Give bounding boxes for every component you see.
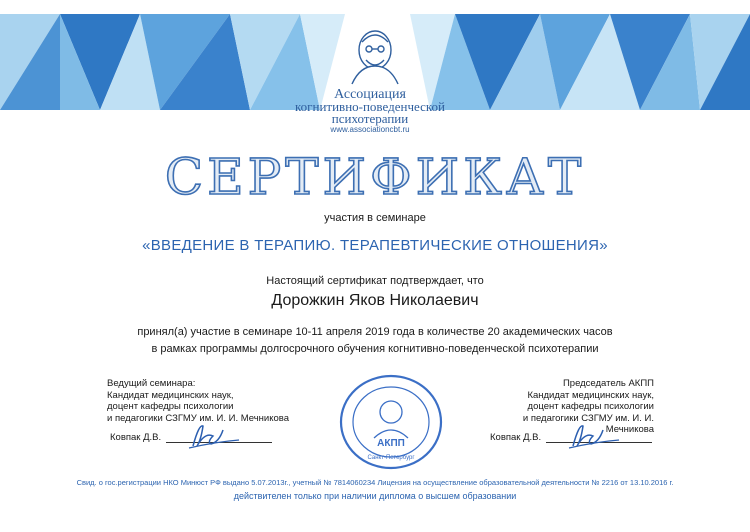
right-handwritten-signature	[565, 418, 625, 452]
participant-name: Дорожкин Яков Николаевич	[271, 292, 479, 309]
association-name-line3: психотерапии	[331, 111, 409, 126]
right-credential-3: и педагогики СЗГМУ им. И. И. Мечникова	[522, 412, 654, 435]
left-signer-name: Ковпак Д.В.	[110, 432, 162, 443]
right-role: Председатель АКПП	[562, 378, 654, 389]
description-line2: в рамках программы долгосрочного обучения когнитивно-поведенческой психотерапии	[151, 343, 599, 355]
left-role: Ведущий семинара:	[107, 378, 196, 389]
stamp-center-label: АКПП	[377, 438, 405, 449]
stamp-city: Санкт-Петербург	[367, 455, 415, 461]
left-credential-3: и педагогики СЗГМУ им. И. И. Мечникова	[107, 412, 290, 424]
certificate-subtitle: участия в семинаре	[324, 212, 426, 224]
right-signature-block	[474, 378, 654, 436]
footer-validity-note: действителен только при наличии диплома о высшем образовании	[233, 491, 517, 501]
description-line1: принял(а) участие в семинаре 10-11 апреля 2019 года в количестве 20 академических часов	[137, 326, 613, 338]
association-url[interactable]: www.associationcbt.ru	[330, 125, 410, 134]
seminar-title: «ВВЕДЕНИЕ В ТЕРАПИЮ. ТЕРАПЕВТИЧЕСКИЕ ОТНОШЕНИЯ»	[142, 237, 608, 254]
left-credential-1: Кандидат медицинских наук,	[107, 389, 234, 401]
right-credential-2: доцент кафедры психологии	[527, 401, 654, 412]
left-handwritten-signature	[185, 418, 245, 452]
right-credential-1: Кандидат медицинских наук,	[527, 389, 654, 401]
right-signer-name: Ковпак Д.В.	[490, 432, 542, 443]
association-name-line1: Ассоциация	[334, 87, 406, 102]
confirm-text: Настоящий сертификат подтверждает, что	[266, 275, 484, 287]
official-stamp	[336, 372, 446, 472]
certificate-title: СЕРТИФИКАТ	[164, 148, 586, 206]
association-name-line2: когнитивно-поведенческой	[295, 99, 445, 114]
left-credential-2: доцент кафедры психологии	[107, 401, 234, 412]
footer-registration: Свид. о гос.регистрации НКО Минюст РФ выдано 5.07.2013г., учетный № 7814060234 Лицензия на осуществление образовательной деятельности № 2216 от 13.10.2016 г.	[76, 478, 674, 487]
